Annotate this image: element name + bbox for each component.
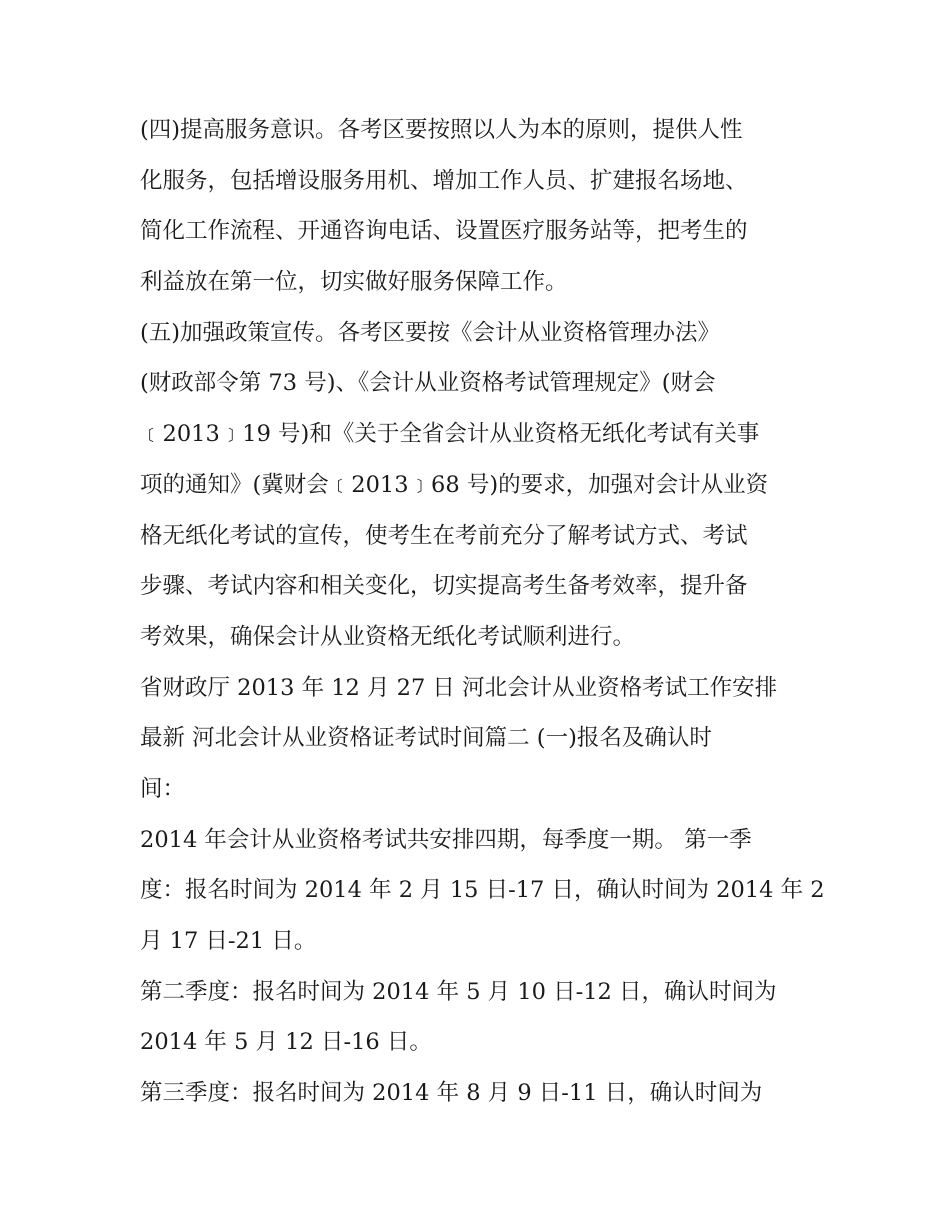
text-line: (五)加强政策宣传。各考区要按《会计从业资格管理办法》 <box>140 319 721 346</box>
document-body <box>140 111 825 1125</box>
text-line: 度：报名时间为 2014 年 2 月 15 日-17 日，确认时间为 2014 年 2 <box>140 877 825 904</box>
text-line: 项的通知》(冀财会﹝2013﹞68 号)的要求，加强对会计从业资 <box>140 471 769 498</box>
text-line: 利益放在第一位，切实做好服务保障工作。 <box>140 269 568 296</box>
text-line: 考效果，确保会计从业资格无纸化考试顺利进行。 <box>140 623 636 650</box>
text-line: (财政部令第 73 号)、《会计从业资格考试管理规定》(财会 <box>140 370 716 397</box>
text-line: 步骤、考试内容和相关变化，切实提高考生备考效率，提升备 <box>140 573 748 600</box>
text-line: 省财政厅 2013 年 12 月 27 日 河北会计从业资格考试工作安排 <box>140 674 778 701</box>
text-line: 格无纸化考试的宣传，使考生在考前充分了解考试方式、考试 <box>140 522 748 549</box>
text-line: 2014 年会计从业资格考试共安排四期，每季度一期。 第一季 <box>140 826 752 853</box>
text-line: 最新 河北会计从业资格证考试时间篇二 (一)报名及确认时 <box>140 725 712 752</box>
text-line: 2014 年 5 月 12 日-16 日。 <box>140 1029 432 1056</box>
text-line: 间： <box>140 775 186 802</box>
text-line: ﹝2013﹞19 号)和《关于全省会计从业资格无纸化考试有关事 <box>140 421 760 448</box>
text-line: 简化工作流程、开通咨询电话、设置医疗服务站等，把考生的 <box>140 218 748 245</box>
text-line: (四)提高服务意识。各考区要按照以人为本的原则，提供人性 <box>140 117 743 143</box>
text-line: 月 17 日-21 日。 <box>140 928 317 954</box>
text-line: 第二季度：报名时间为 2014 年 5 月 10 日-12 日，确认时间为 <box>140 978 777 1005</box>
text-line: 第三季度：报名时间为 2014 年 8 月 9 日-11 日，确认时间为 <box>140 1080 763 1107</box>
text-line: 化服务，包括增设服务用机、增加工作人员、扩建报名场地、 <box>140 167 748 194</box>
